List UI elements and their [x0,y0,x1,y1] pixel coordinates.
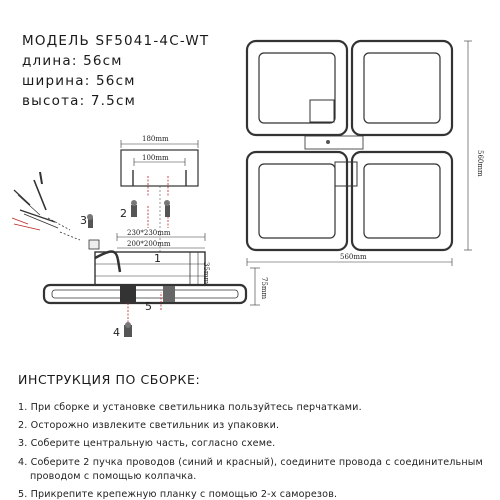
dim-180mm: 180mm [142,135,169,143]
dim-230x230mm: 230*230mm [127,229,171,237]
width-spec: ширина: 56см [22,73,136,89]
label-5: 5 [145,300,152,313]
instruction-step-4: 4. Соберите 2 пучка проводов (синий и красный), соедините провода с соединительным [18,457,483,468]
label-4: 4 [113,326,120,339]
instruction-step-5: 5. Прикрепите крепежную планку с помощью 2-х саморезов. [18,489,338,500]
top-view-height-dimension: 560mm [476,150,484,177]
dim-35mm: 35mm [202,262,210,285]
instruction-step-2: 2. Осторожно извлеките светильник из упаковки. [18,420,280,431]
instruction-step-4-continued: проводом с помощью колпачка. [30,471,197,482]
dim-200x200mm: 200*200mm [127,240,171,248]
label-2: 2 [120,207,127,220]
top-view-diagram [247,41,472,266]
side-view-diagram [12,140,260,337]
dim-100mm: 100mm [142,154,169,162]
instruction-step-1: 1. При сборке и установке светильника пользуйтесь перчатками. [18,402,362,413]
instruction-step-3: 3. Соберите центральную часть, согласно схеме. [18,438,276,449]
label-3: 3 [80,214,87,227]
instructions-title: ИНСТРУКЦИЯ ПО СБОРКЕ: [18,372,201,387]
height-spec: высота: 7.5см [22,93,136,109]
top-view-width-dimension: 560mm [340,253,367,261]
label-1: 1 [154,252,161,265]
model-spec: МОДЕЛЬ SF5041-4C-WT [22,33,210,49]
length-spec: длина: 56см [22,53,123,69]
dim-75mm: 75mm [260,277,268,300]
